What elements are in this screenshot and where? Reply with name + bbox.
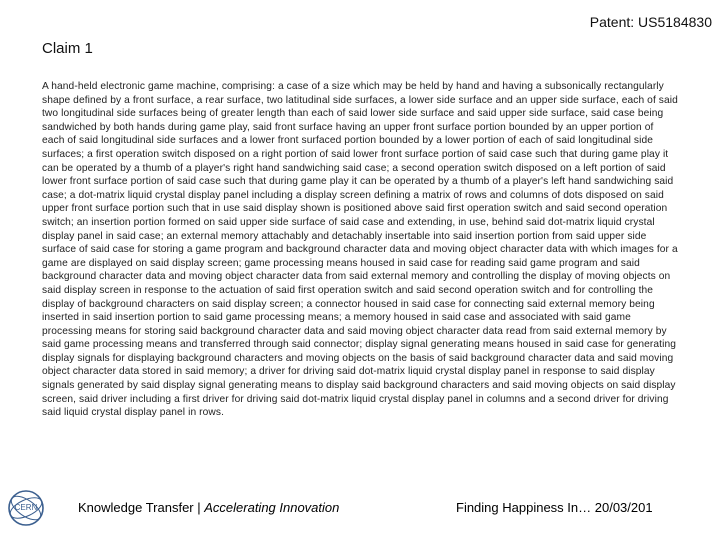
- cern-logo-icon: [6, 488, 46, 528]
- footer-tagline-prefix: Knowledge Transfer |: [78, 500, 205, 515]
- cern-logo: [6, 488, 46, 528]
- claim-title: Claim 1: [42, 40, 93, 57]
- logo-text: CERN: [14, 503, 38, 512]
- footer-title-date: Finding Happiness In… 20/03/201: [456, 500, 653, 515]
- footer-tagline-italic: Accelerating Innovation: [204, 500, 340, 515]
- patent-number: Patent: US5184830: [589, 14, 712, 30]
- claim-text: A hand-held electronic game machine, comprising: a case of a size which may be held by hand and having a subsonically rectangularly shape defined by a front surface, a rear surface, two latitudinal side surfaces, a lower side surface and an upper side surface, each of said two longitudinal side surfaces being of greater length than each of said lower side surface and said upper side surface, said case being sandwiched by both hands during game play, said front surface having an upper front surface portion bounded by an upper portion of each of said longitudinal side surfaces and a lower front surfaced portion bounded by a lower portion of each of said longitudinal side surfaces; a first operation switch disposed on a right portion of said lower front surface portion of said case such that during game play it can be operated by a thumb of a player's right hand sandwiching said case; a second operation switch disposed on a left portion of said lower front surface portion of said case such that during game play it can be operated by a thumb of a player's left hand sandwiching said case; a dot-matrix liquid crystal display panel including a display screen defining a matrix of rows and columns of dots disposed on said upper front surface portion such that in use said display shown is positioned above said first operation switch and said second operation switch; an insertion portion formed on said upper side surface of said case and extending, in use, behind said dot-matrix liquid crystal display panel in said case; an external memory attachably and detachably insertable into said insertion portion from said upper side surface of said case for storing a game program and background character data and moving object character data with which images for a game are displayed on said display screen; game processing means housed in said case for reading said game program and said background character data and moving object character data from said external memory and controlling the display of moving objects on said display screen in response to the actuation of said first operation switch and said second operation switch and for controlling the display of background characters on said display screen; a connector housed in said case for connecting said external memory being inserted in said insertion portion to said game processing means; a memory housed in said case and associated with said game processing means for storing said background character data and said moving object character data read from said external memory by said game processing means and transferred through said connector; display signal generating means housed in said case for generating display signals for displaying background characters and moving objects on the basis of said background character data and said moving object character data stored in said memory; a driver for driving said dot-matrix liquid crystal display panel in response to said display signals generated by said display signal generating means to display said background characters and said moving objects on said display screen, said driver including a first driver for driving said dot-matrix liquid crystal display panel in columns and a second driver for driving said liquid crystal display panel in rows.: [42, 81, 678, 419]
- footer-tagline: [78, 500, 339, 515]
